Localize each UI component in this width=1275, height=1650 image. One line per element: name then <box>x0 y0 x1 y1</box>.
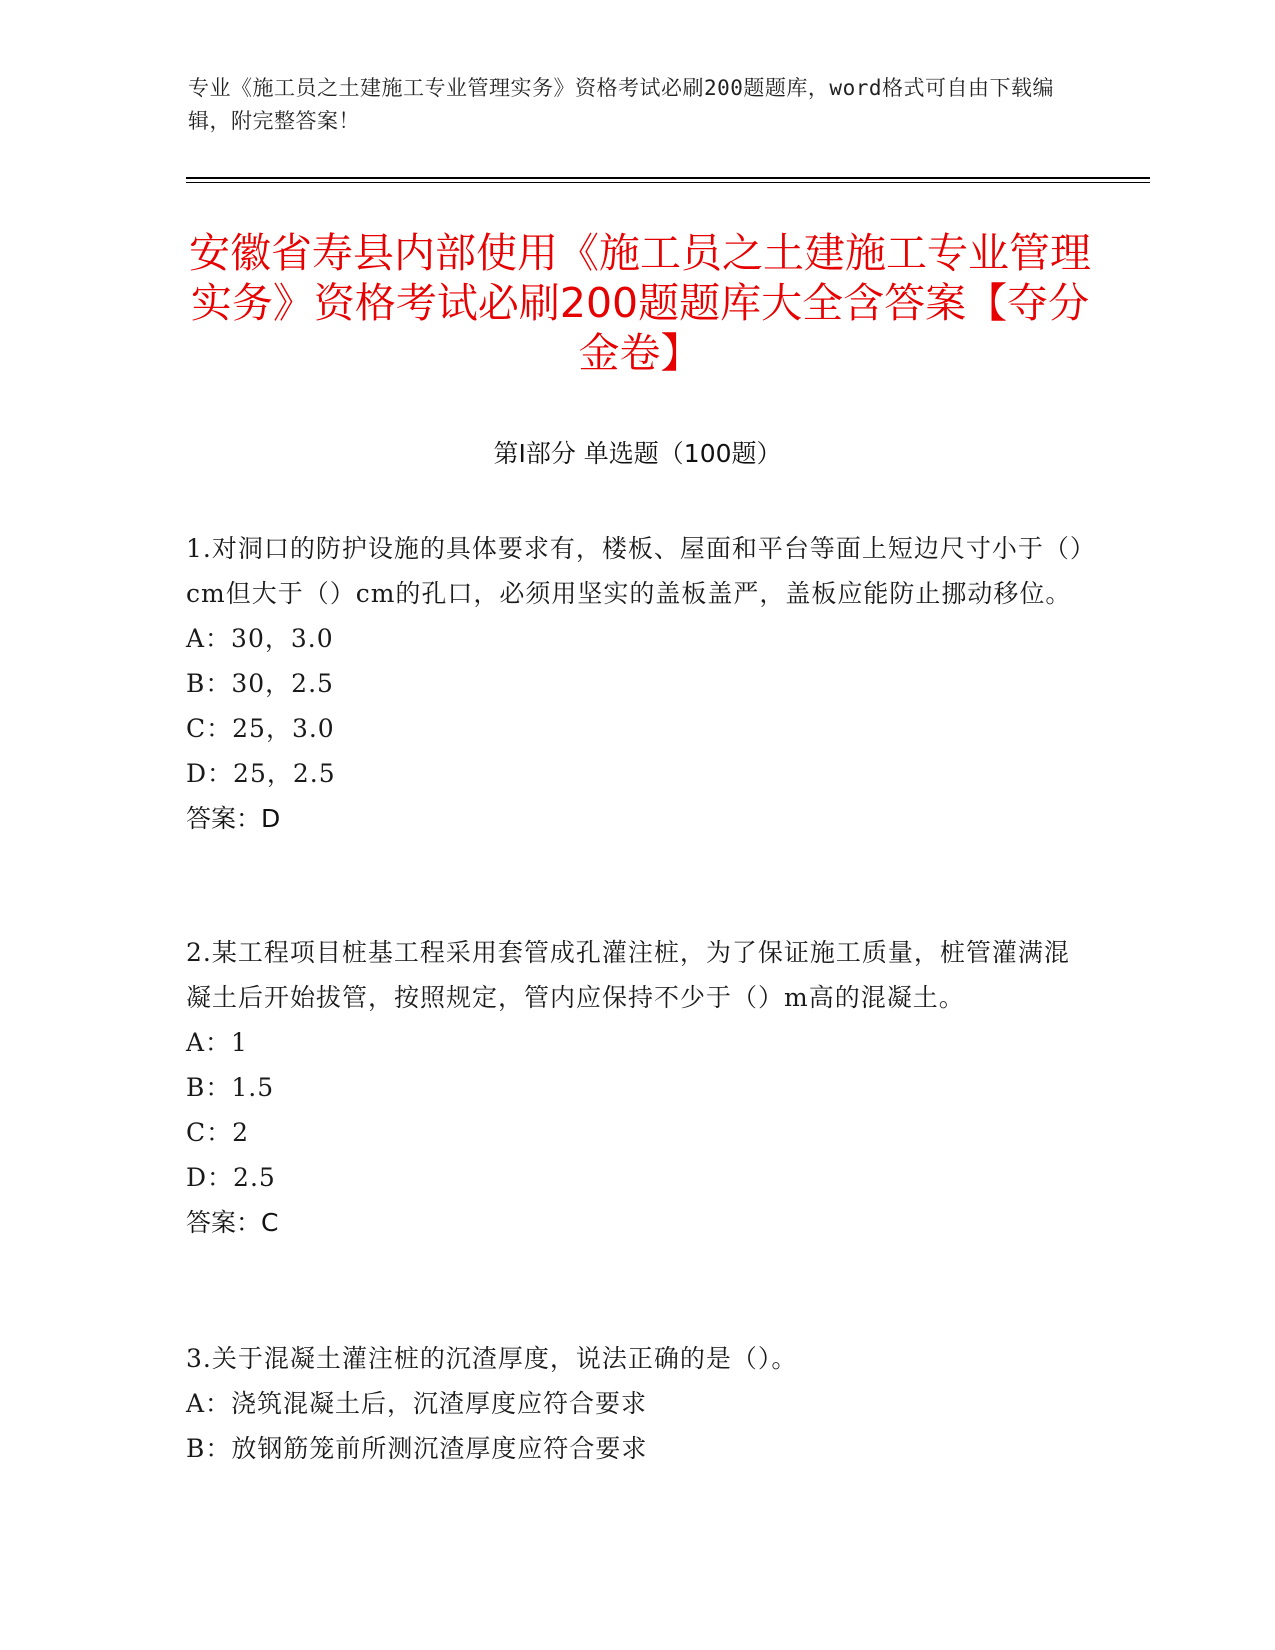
question-2 <box>186 930 1086 1245</box>
option-b: B：放钢筋笼前所测沉渣厚度应符合要求 <box>186 1434 648 1463</box>
answer: 答案：D <box>186 804 281 833</box>
option-a: A：1 <box>186 1028 248 1057</box>
option-c: C：25，3.0 <box>186 714 335 743</box>
question-stem: 3.关于混凝土灌注桩的沉渣厚度，说法正确的是（）。 <box>186 1344 798 1373</box>
header-note: 专业《施工员之土建施工专业管理实务》资格考试必刷200题题库，word格式可自由下载编辑，附完整答案！ <box>188 76 1054 133</box>
answer: 答案：C <box>186 1208 279 1237</box>
option-c: C：2 <box>186 1118 250 1147</box>
option-b: B：30，2.5 <box>186 669 334 698</box>
option-a: A：30，3.0 <box>186 624 334 653</box>
question-3 <box>186 1336 1086 1471</box>
option-d: D：2.5 <box>186 1163 276 1192</box>
header-divider-thin <box>186 182 1150 183</box>
option-d: D：25，2.5 <box>186 759 336 788</box>
question-stem: 1.对洞口的防护设施的具体要求有，楼板、屋面和平台等面上短边尺寸小于（）cm但大于（）cm的孔口，必须用坚实的盖板盖严，盖板应能防止挪动移位。 <box>186 534 1084 608</box>
option-a: A：浇筑混凝土后，沉渣厚度应符合要求 <box>186 1389 648 1418</box>
section-title: 第Ⅰ部分 单选题（100题） <box>493 439 782 468</box>
option-b: B：1.5 <box>186 1073 275 1102</box>
question-1 <box>186 526 1086 841</box>
question-stem: 2.某工程项目桩基工程采用套管成孔灌注桩，为了保证施工质量，桩管灌满混凝土后开始拔管，按照规定，管内应保持不少于（）m高的混凝土。 <box>186 938 1070 1012</box>
header-divider-thick <box>186 177 1150 179</box>
document-title: 安徽省寿县内部使用《施工员之土建施工专业管理实务》资格考试必刷200题题库大全含答案【夺分金卷】 <box>189 229 1091 377</box>
